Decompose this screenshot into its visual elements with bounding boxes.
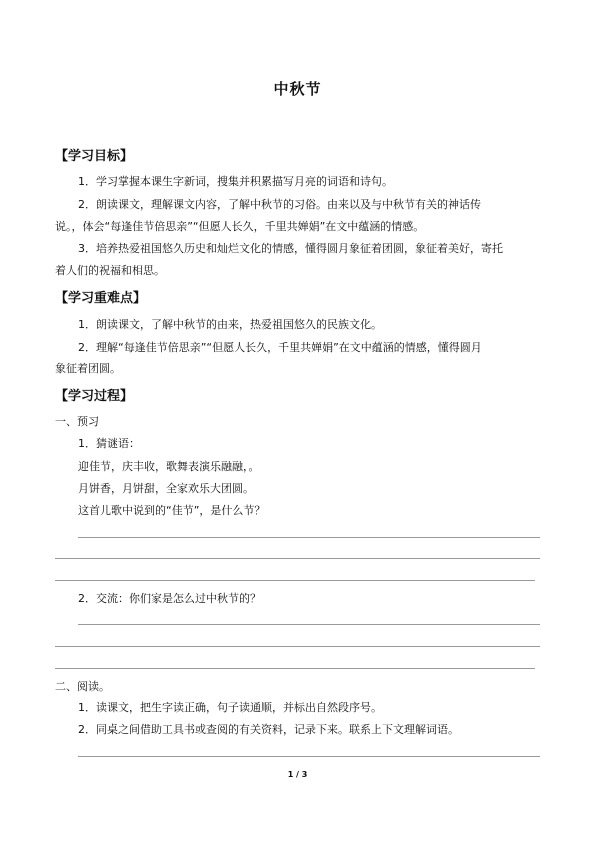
key-point-line: 1．朗读课文，了解中秋节的由来，热爱祖国悠久的民族文化。 [78, 318, 382, 331]
preview-label: 一、预习 [55, 415, 99, 428]
answer-line [78, 537, 540, 538]
goal-line: 说。，体会“每逢佳节倍思亲”“但愿人长久，千里共婵娟”在文中蕴涵的情感。 [55, 220, 425, 233]
answer-line [55, 558, 540, 559]
riddle-line: 迎佳节，庆丰收，歌舞表演乐融融，。 [78, 460, 260, 473]
page-number: 1 / 3 [287, 770, 308, 779]
answer-line [55, 668, 535, 669]
reading-line: 2．同桌之间借助工具书或查阅的有关资料，记录下来。联系上下文理解词语。 [78, 723, 459, 736]
key-points-heading: 【学习重难点】 [55, 291, 147, 306]
answer-line [55, 580, 535, 581]
riddle-line: 这首儿歌中说到的“佳节”，是什么节？ [78, 504, 266, 517]
answer-line [55, 646, 540, 647]
process-heading: 【学习过程】 [55, 389, 134, 404]
goal-line: 2．朗读课文，理解课文内容，了解中秋节的习俗。由来以及与中秋节有关的神话传 [78, 198, 481, 211]
page-title: 中秋节 [273, 80, 322, 98]
riddle-item: 1．猜谜语： [78, 437, 140, 450]
goal-line: 1．学习掌握本课生字新词，搜集并积累描写月亮的词语和诗句。 [78, 175, 393, 188]
key-point-line: 象征着团圆。 [55, 362, 121, 375]
goal-line: 3．培养热爱祖国悠久历史和灿烂文化的情感，懂得圆月象征着团圆，象征着美好，寄托 [78, 242, 503, 255]
reading-line: 1．读课文，把生字读正确，句子读通顺，并标出自然段序号。 [78, 701, 382, 714]
answer-line [78, 756, 540, 757]
riddle-line: 月饼香，月饼甜，全家欢乐大团圆。 [78, 482, 254, 495]
answer-line [78, 624, 540, 625]
reading-label: 二、阅读。 [55, 680, 110, 693]
discussion-item: 2．交流：你们家是怎么过中秋节的？ [78, 592, 261, 605]
goals-heading: 【学习目标】 [55, 149, 134, 164]
goal-line: 着人们的祝福和相思。 [55, 264, 165, 277]
key-point-line: 2．理解“每逢佳节倍思亲”“但愿人长久，千里共婵娟”在文中蕴涵的情感，懂得圆月 [78, 341, 482, 354]
